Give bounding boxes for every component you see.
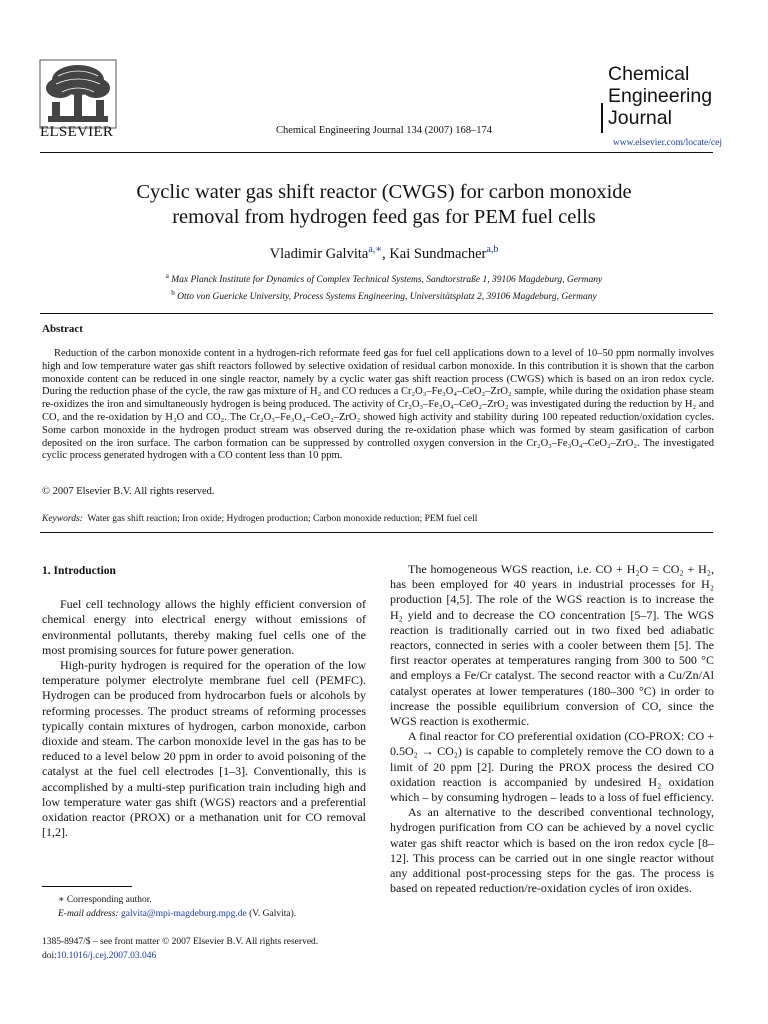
page-header — [0, 0, 768, 160]
affiliation: $^a$ Max Planck Institute for Dynamics of Complex Technical Systems, Sandtorstraße 1, 39106 Magdeburg, Germany — [165, 272, 603, 286]
journal-logo-line: Chemical — [608, 63, 690, 85]
elsevier-tree-icon — [38, 58, 118, 130]
body-column-right — [390, 562, 714, 896]
body-paragraph: A final reactor for CO preferential oxidation (CO-PROX: CO + 0.5O₂ → CO₂) is capable to completely remove the CO down to a limit of 20 ppm [2]. During the PROX process the desired CO oxidation reaction is accompanied by undesired H₂ oxidation which – by consuming hydrogen – leads to a loss of fuel efficiency. — [390, 729, 714, 805]
author-name: Kai Sundmacher — [389, 245, 487, 262]
body-paragraph: High-purity hydrogen is required for the operation of the low temperature polymer electrolyte membrane fuel cell (PEMFC). Hydrogen can be produced from hydrocarbon fuels or alcohols by reforming processes. The product streams of reforming processes typically contain mixtures of hydrogen, carbon monoxide, carbon dioxide and steam. The carbon monoxide level in the gas has to be reduced to a level below 20 ppm in order to avoid poisoning of the catalyst at the fuel cell electrodes [1–3]. Conventionally, this is accomplished by a multi-step purification train including high and low temperature water gas shift (WGS) reactors and a preferential oxidation reactor (PROX) or a methanation unit for CO removal [1,2]. — [42, 658, 366, 840]
author-mark[interactable]: a,b — [486, 244, 499, 255]
email-suffix: (V. Galvita). — [249, 909, 297, 919]
journal-logo-line: Engineering — [608, 85, 713, 107]
keywords-rule — [40, 532, 713, 533]
abstract-heading: Abstract — [42, 323, 83, 335]
header-rule — [40, 152, 713, 153]
keywords — [42, 514, 477, 524]
journal-logo — [608, 63, 712, 129]
footnote-line: ∗ Corresponding author. — [58, 895, 152, 905]
affiliation-mark: a — [165, 272, 169, 280]
body-column-left — [42, 562, 366, 840]
journal-url-link[interactable]: www.elsevier.com/locate/cej — [612, 138, 722, 148]
body-paragraph: The homogeneous WGS reaction, i.e. CO + H₂O = CO₂ + H₂, has been employed for 40 years in industrial processes for H₂ production [4,5]. The role of the WGS reaction is to increase the H₂ yield and to decrease the CO concentration [5–7]. The WGS reaction is traditionally carried out in two fixed bed adiabatic reactors, connected in series with a cooler between them [5]. The first reactor operates at temperatures ranging from 300 to 500 °C and employs a Fe/Cr catalyst. The second reactor with a Cu/Zn/Al catalyst operates at lower temperatures (180–300 °C) in order to increase the possible equilibrium conversion of CO, since the WGS reaction is exothermic. — [390, 562, 714, 729]
issn-block — [42, 935, 318, 963]
doi-label: doi: — [42, 951, 57, 961]
doi-link[interactable]: 10.1016/j.cej.2007.03.046 — [56, 951, 157, 961]
body-paragraph: Fuel cell technology allows the highly efficient conversion of chemical energy into electrical energy without emissions of environmental pollutants, thereby making fuel cells one of the most promising sources for future power generation. — [42, 597, 366, 657]
author-list — [0, 244, 768, 263]
body-paragraph: As an alternative to the described conventional technology, hydrogen purification from CO can be achieved by a novel cyclic water gas shift reactor which is based on the iron redox cycle [8–12]. This process can be carried out in one single reactor without any additional post-processing steps for the gas. The process is based on repeated reduction/re-oxidation cycles of iron oxides. — [390, 805, 714, 896]
copyright-notice: © 2007 Elsevier B.V. All rights reserved. — [42, 486, 215, 497]
abstract-text: Reduction of the carbon monoxide content in a hydrogen-rich reformate feed gas for fuel cell applications down to a level of 10–50 ppm normally involves high and low temperature water gas shift reactors followed by selective oxidation of residual carbon monoxide. In this contribution it is shown that the carbon monoxide content can be reduced in one single reactor, namely by a cyclic water gas shift reaction process (CWGS) which is based on an iron redox cycle. During the reduction phase of the cycle, the raw gas mixture of H₂ and CO reduces a Cr₂O₃–Fe₃O₄–CeO₂–ZrO₂ sample, while during the oxidation phase steam re-oxidizes the iron and simultaneously hydrogen is being produced. The activity of Cr₂O₃–Fe₃O₄–CeO₂–ZrO₂ was investigated during the reduction by H₂ and CO, and the re-oxidation by H₂O and CO₂. The Cr₂O₃–Fe₃O₄–CeO₂–ZrO₂ showed high activity and stability during 100 repeated reduction/oxidation cycles. Some carbon monoxide in the hydrogen product stream was observed during the re-oxidation phase which was formed by steam gasification of carbon deposited on the iron surface. The carbon formation can be suppressed by controlled oxygen conversion in the Cr₂O₃–Fe₃O₄–CeO₂–ZrO₂. The investigated cyclic process generated hydrogen with a CO content less than 10 ppm. — [42, 348, 714, 462]
journal-citation: Chemical Engineering Journal 134 (2007) 168–174 — [275, 125, 493, 136]
affiliation: $^b$ Otto von Guericke University, Process Systems Engineering, Universitätsplatz 2, 39106 Magdeburg, Germany — [171, 289, 597, 303]
article-title — [0, 180, 768, 230]
publisher-name: ELSEVIER — [40, 124, 114, 140]
title-line: Cyclic water gas shift reactor (CWGS) for carbon monoxide — [136, 181, 632, 203]
email-label: E-mail address: — [58, 909, 119, 919]
author-mark[interactable]: a,∗ — [368, 244, 383, 255]
title-line: removal from hydrogen feed gas for PEM fuel cells — [172, 206, 596, 228]
issn-line: 1385-8947/$ – see front matter © 2007 Elsevier B.V. All rights reserved. — [42, 937, 319, 947]
author-separator: , — [382, 245, 390, 262]
affiliations — [0, 270, 768, 304]
abstract-rule — [40, 313, 713, 314]
keywords-text: Water gas shift reaction; Iron oxide; Hydrogen production; Carbon monoxide reduction; PEM fuel cell — [87, 514, 478, 524]
footnote-line — [42, 907, 296, 921]
doi-line — [42, 949, 318, 963]
affiliation-mark: b — [171, 289, 175, 298]
section-heading: 1. Introduction — [42, 565, 116, 577]
keywords-label: Keywords: — [42, 514, 83, 524]
footnote-rule — [42, 886, 132, 887]
email-link[interactable]: galvita@mpi-magdeburg.mpg.de — [120, 909, 247, 919]
journal-logo-line: Journal — [608, 107, 672, 129]
footnote — [42, 893, 296, 921]
author-name: Vladimir Galvita — [269, 245, 369, 262]
